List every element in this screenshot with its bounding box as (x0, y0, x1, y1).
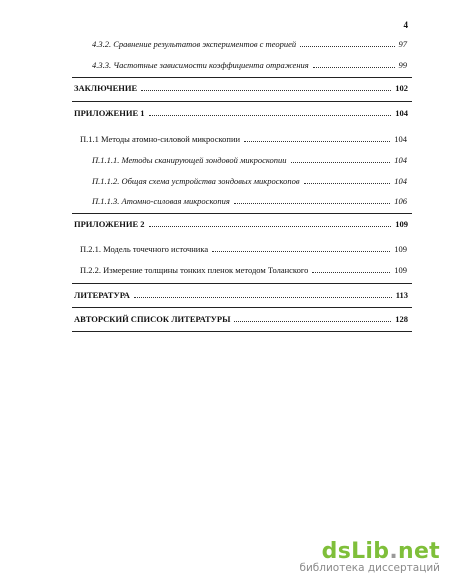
toc-entry-title: 4.3.3. Частотные зависимости коэффициента отражения (92, 60, 309, 70)
toc-leader-dots (149, 115, 392, 116)
toc-leader-dots (212, 251, 390, 252)
toc-entry-4-3-3[interactable] (92, 59, 407, 71)
toc-entry-author-publications[interactable] (74, 313, 408, 325)
toc-entry-title: ЛИТЕРАТУРА (74, 290, 130, 300)
toc-entry-p2-1[interactable] (80, 243, 407, 255)
logo-main-text: dsLib (321, 539, 390, 564)
toc-entry-title: П.1.1.3. Атомно-силовая микроскопия (92, 196, 230, 206)
toc-entry-page: 106 (394, 196, 407, 206)
divider-line (72, 213, 412, 214)
toc-entry-page: 109 (395, 219, 408, 229)
toc-entry-page: 128 (395, 314, 408, 324)
toc-entry-literature[interactable] (74, 289, 408, 301)
toc-entry-page: 113 (395, 290, 408, 300)
toc-leader-dots (149, 226, 392, 227)
divider-line (72, 77, 412, 78)
toc-entry-p2-2[interactable] (80, 264, 407, 276)
toc-leader-dots (244, 141, 390, 142)
dslib-logo (299, 539, 440, 564)
logo-dot-text: . (389, 539, 398, 564)
toc-entry-title: 4.3.2. Сравнение результатов экспериментов с теорией (92, 39, 297, 49)
page-number: 4 (403, 20, 408, 30)
toc-leader-dots (291, 162, 391, 163)
toc-leader-dots (141, 90, 391, 91)
toc-entry-page: 109 (394, 265, 407, 275)
toc-entry-title: ПРИЛОЖЕНИЕ 2 (74, 219, 145, 229)
toc-entry-title: АВТОРСКИЙ СПИСОК ЛИТЕРАТУРЫ (74, 314, 231, 324)
toc-entry-title: П.2.1. Модель точечного источника (80, 244, 209, 254)
toc-entry-p1-1[interactable] (80, 133, 407, 145)
toc-entry-page: 97 (398, 39, 407, 49)
toc-entry-title: П.1.1 Методы атомно-силовой микроскопии (80, 134, 241, 144)
toc-entry-title: П.1.1.2. Общая схема устройства зондовых микроскопов (92, 176, 300, 186)
toc-entry-4-3-2[interactable] (92, 38, 407, 50)
toc-leader-dots (234, 321, 391, 322)
divider-line (72, 331, 412, 332)
toc-entry-page: 104 (394, 155, 407, 165)
watermark-subtitle: библиотека диссертаций (299, 562, 440, 574)
toc-entry-page: 102 (395, 83, 408, 93)
toc-entry-page: 104 (394, 176, 407, 186)
toc-entry-conclusion[interactable] (74, 82, 408, 94)
toc-entry-title: П.2.2. Измерение толщины тонких пленок методом Толанского (80, 265, 309, 275)
toc-entry-appendix-2[interactable] (74, 218, 408, 230)
toc-entry-p1-1-1[interactable] (92, 154, 407, 166)
toc-leader-dots (234, 203, 390, 204)
toc-entry-page: 99 (398, 60, 407, 70)
toc-entry-p1-1-2[interactable] (92, 175, 407, 187)
toc-entry-title: ЗАКЛЮЧЕНИЕ (74, 83, 138, 93)
toc-entry-p1-1-3[interactable] (92, 195, 407, 207)
toc-entry-appendix-1[interactable] (74, 107, 408, 119)
logo-tld-text: net (398, 539, 440, 564)
toc-entry-title: П.1.1.1. Методы сканирующей зондовой микроскопии (92, 155, 287, 165)
toc-entry-page: 109 (394, 244, 407, 254)
divider-line (72, 101, 412, 102)
divider-line (72, 283, 412, 284)
toc-leader-dots (134, 297, 392, 298)
toc-leader-dots (312, 272, 390, 273)
toc-entry-page: 104 (395, 108, 408, 118)
toc-leader-dots (300, 46, 394, 47)
toc-entry-title: ПРИЛОЖЕНИЕ 1 (74, 108, 145, 118)
divider-line (72, 307, 412, 308)
toc-leader-dots (313, 67, 395, 68)
toc-leader-dots (304, 183, 391, 184)
dslib-watermark (299, 539, 440, 574)
toc-entry-page: 104 (394, 134, 407, 144)
